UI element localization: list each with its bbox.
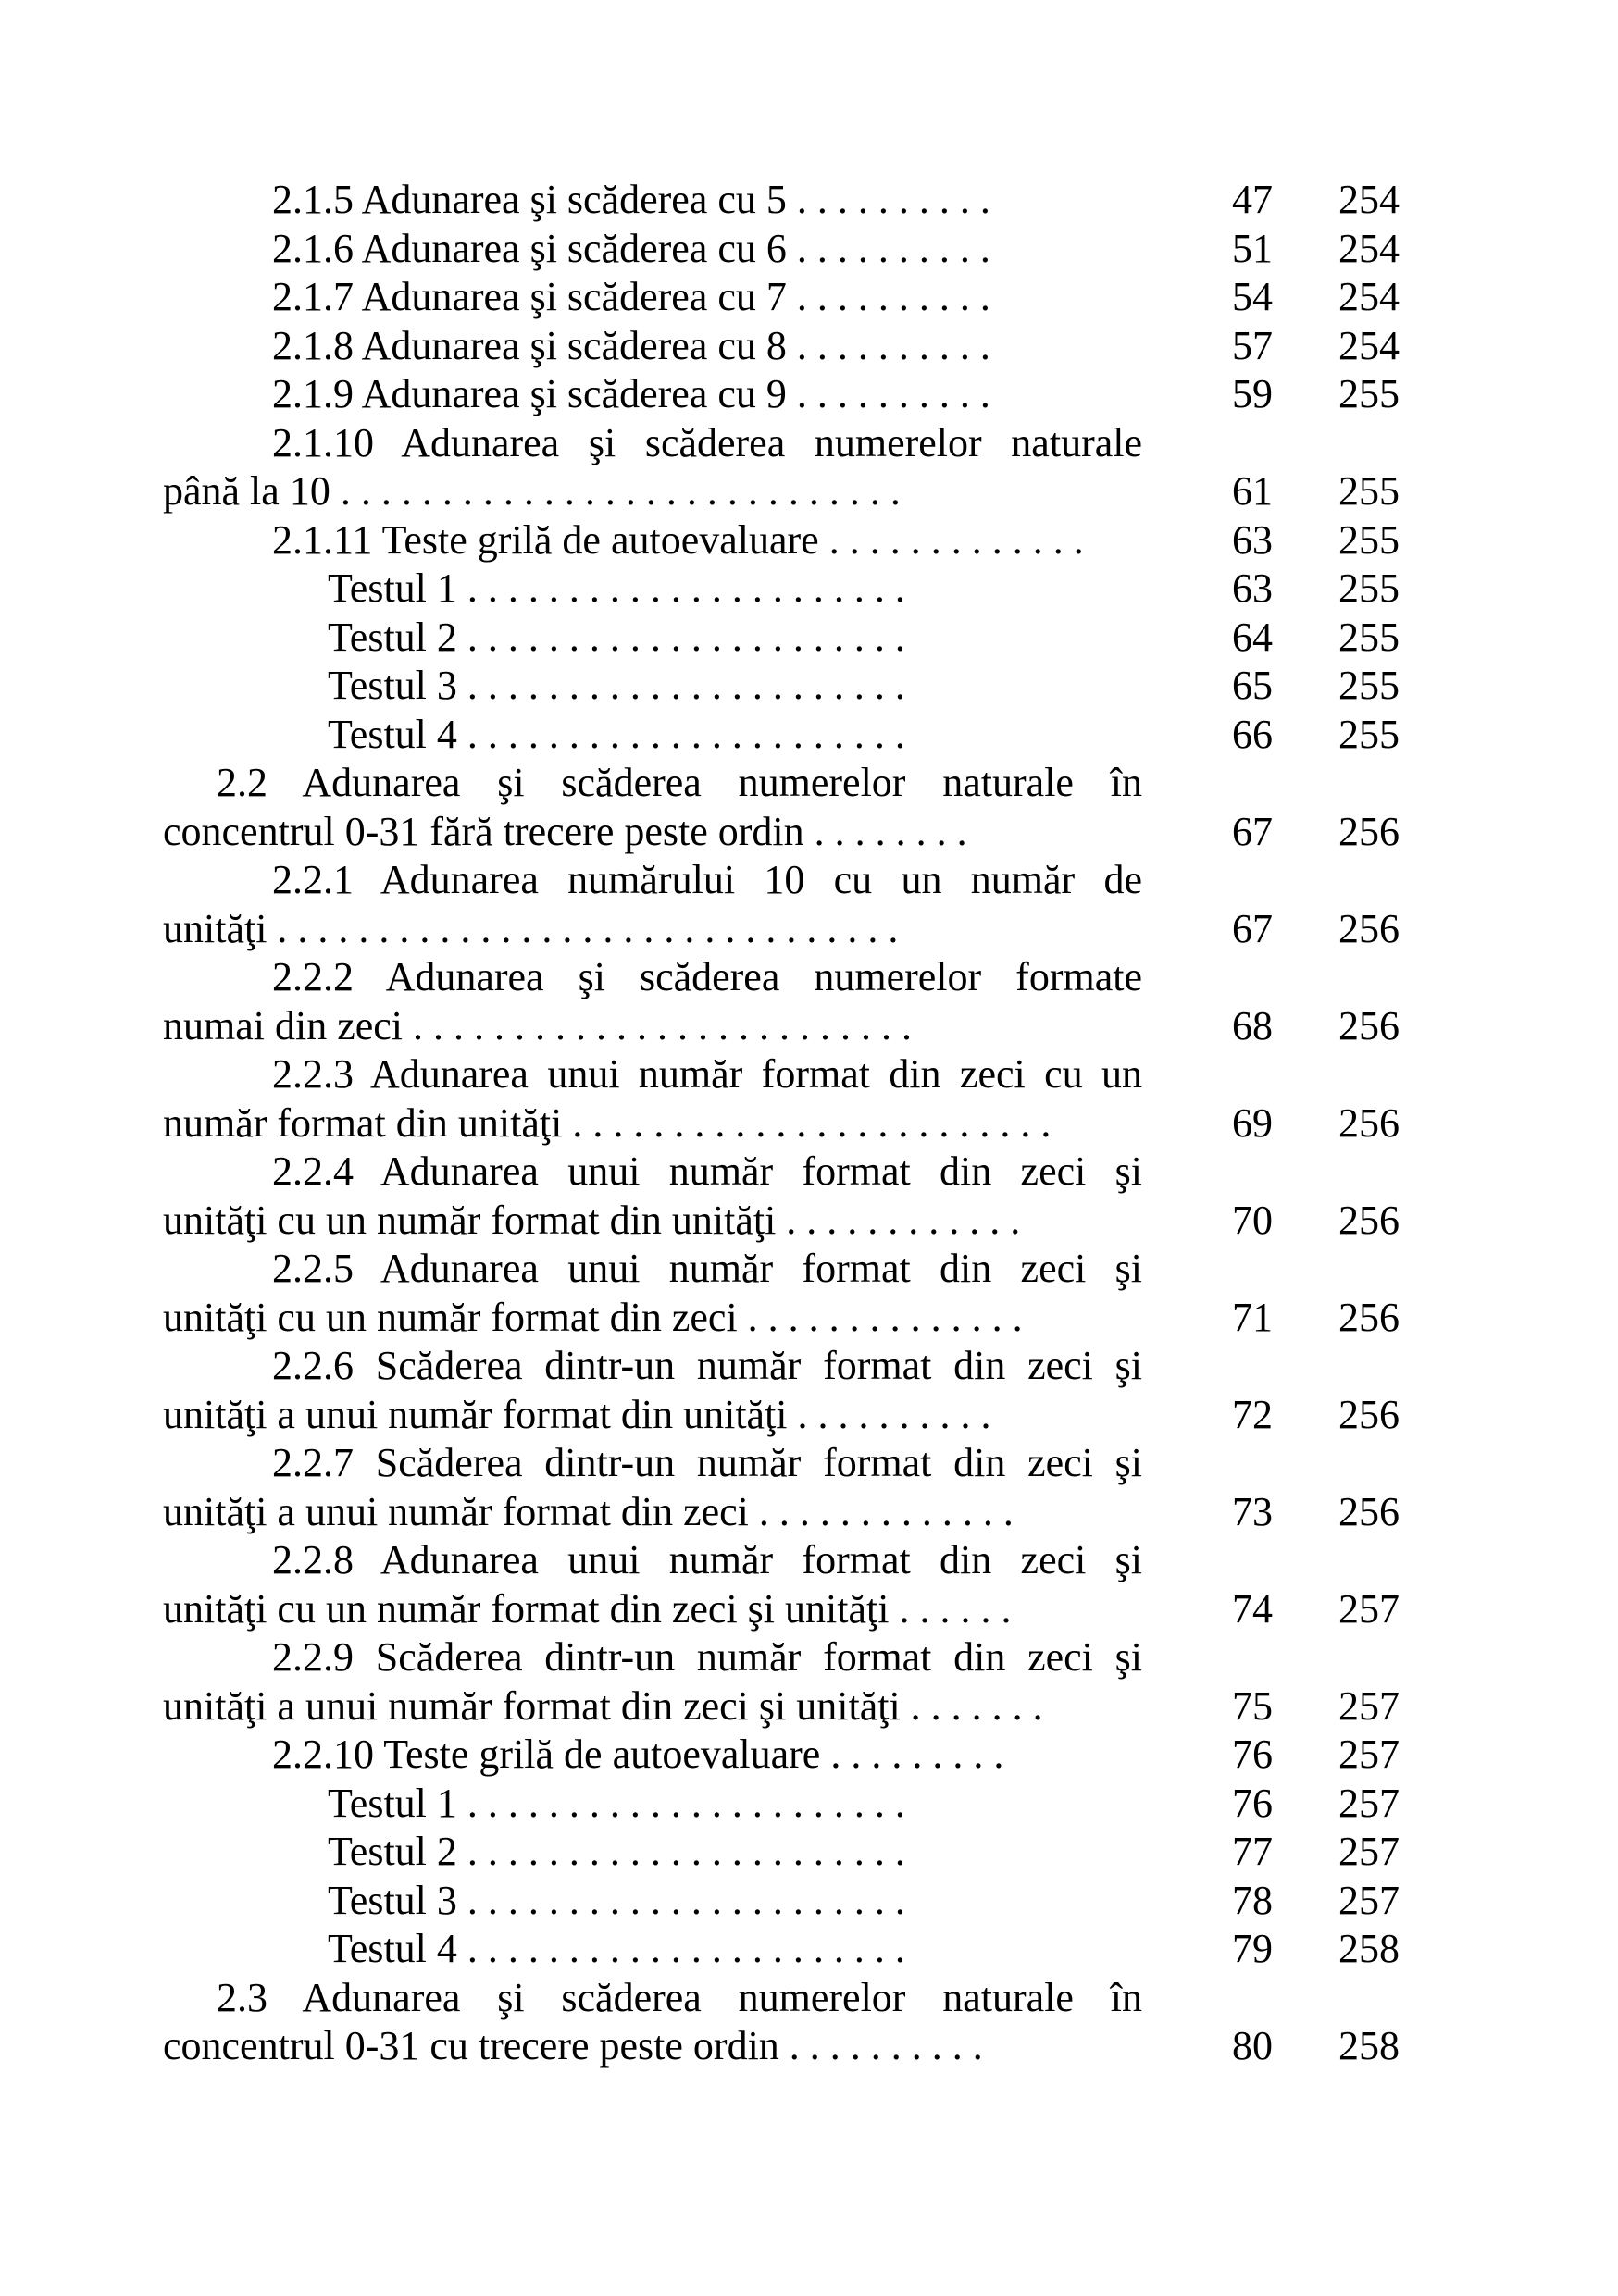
toc-entry-text: unităţi . . . . . . . . . . . . . . . . . . . . . . . . . . . . . . .: [163, 906, 899, 951]
toc-entry-text: 2.2.3 Adunarea unui număr format din zeci cu un: [272, 1051, 1142, 1097]
toc-entry-text: unităţi cu un număr format din zeci . . . . . . . . . . . . . .: [163, 1295, 1023, 1340]
answer-page-number: 256: [1338, 1100, 1400, 1146]
toc-entry-text: Testul 3 . . . . . . . . . . . . . . . . . . . . . .: [328, 663, 905, 708]
toc-entry-text: 2.2.2 Adunarea şi scăderea numerelor formate: [272, 954, 1142, 999]
answer-page-number: 257: [1338, 1829, 1400, 1874]
page-number: 51: [1232, 226, 1273, 271]
toc-entry-text: 2.1.11 Teste grilă de autoevaluare . . . . . . . . . . . . .: [272, 517, 1084, 563]
toc-entry-text: numai din zeci . . . . . . . . . . . . . . . . . . . . . . . . .: [163, 1003, 913, 1049]
toc-entry-text: unităţi a unui număr format din zeci . . . . . . . . . . . . .: [163, 1489, 1014, 1534]
toc-entry-text: concentrul 0-31 cu trecere peste ordin . . . . . . . . . .: [163, 2023, 983, 2068]
toc-entry-line: [163, 1828, 1400, 1876]
toc-entry-text: până la 10 . . . . . . . . . . . . . . . . . . . . . . . . . . . .: [163, 468, 901, 514]
answer-page-number: 256: [1338, 1198, 1400, 1243]
page-number: 72: [1232, 1392, 1273, 1437]
toc-entry-line: [163, 905, 1400, 953]
toc-entry-text: 2.2.1 Adunarea numărului 10 cu un număr de: [272, 857, 1142, 902]
toc-entry-text: 2.2.10 Teste grilă de autoevaluare . . . . . . . . .: [272, 1731, 1004, 1777]
answer-page-number: 254: [1338, 323, 1400, 368]
answer-page-number: 257: [1338, 1731, 1400, 1777]
toc-entry-line: [163, 856, 1394, 904]
toc-entry-line: [163, 808, 1400, 856]
toc-entry-line: [163, 1197, 1400, 1245]
page-number: 74: [1232, 1586, 1273, 1632]
answer-page-number: 256: [1338, 1295, 1400, 1340]
toc-entry-text: unităţi cu un număr format din unităţi . . . . . . . . . . . .: [163, 1198, 1021, 1243]
answer-page-number: 255: [1338, 517, 1400, 563]
toc-entry-text: concentrul 0-31 fără trecere peste ordin . . . . . . . .: [163, 809, 967, 854]
toc-entry-text: 2.1.6 Adunarea şi scăderea cu 6 . . . . . . . . . .: [272, 226, 990, 271]
answer-page-number: 258: [1338, 2023, 1400, 2068]
toc-entry-text: 2.1.7 Adunarea şi scăderea cu 7 . . . . . . . . . .: [272, 274, 990, 319]
toc-entry-text: 2.2.6 Scăderea dintr-un număr format din zeci şi: [272, 1343, 1142, 1388]
answer-page-number: 255: [1338, 614, 1400, 660]
toc-entry-line: [163, 2022, 1400, 2070]
toc-entry-text: 2.2 Adunarea şi scăderea numerelor naturale în: [217, 760, 1142, 805]
page-number: 77: [1232, 1829, 1273, 1874]
answer-page-number: 256: [1338, 1489, 1400, 1534]
toc-entry-line: [163, 565, 1400, 613]
toc-entry-text: 2.2.7 Scăderea dintr-un număr format din zeci şi: [272, 1440, 1142, 1485]
page-number: 54: [1232, 274, 1273, 319]
toc-entry-line: [163, 1050, 1394, 1098]
toc-entry-line: [163, 273, 1400, 321]
toc-entry-line: [163, 711, 1400, 759]
page-number: 63: [1232, 517, 1273, 563]
answer-page-number: 254: [1338, 177, 1400, 222]
toc-entry-line: [163, 953, 1394, 1001]
toc-entry-line: [163, 1002, 1400, 1050]
page-number: 47: [1232, 177, 1273, 222]
toc-entry-line: [163, 662, 1400, 710]
toc-entry-text: 2.1.5 Adunarea şi scăderea cu 5 . . . . . . . . . .: [272, 177, 990, 222]
answer-page-number: 256: [1338, 809, 1400, 854]
toc-entry-text: 2.2.8 Adunarea unui număr format din zeci şi: [272, 1537, 1142, 1582]
toc-entry-text: 2.3 Adunarea şi scăderea numerelor naturale în: [217, 1975, 1142, 2020]
toc-entry-text: Testul 3 . . . . . . . . . . . . . . . . . . . . . .: [328, 1878, 905, 1923]
page-number: 68: [1232, 1003, 1273, 1049]
answer-page-number: 255: [1338, 468, 1400, 514]
toc-entry-line: [163, 1099, 1400, 1148]
toc-entry-line: [163, 614, 1400, 662]
page-number: 65: [1232, 663, 1273, 708]
toc-entry-line: [163, 516, 1400, 565]
toc-entry-line: [163, 1682, 1400, 1731]
page-number: 67: [1232, 809, 1273, 854]
toc-entry-line: [163, 322, 1400, 370]
toc-entry-text: Testul 1 . . . . . . . . . . . . . . . . . . . . . .: [328, 1781, 905, 1826]
page-number: 76: [1232, 1781, 1273, 1826]
toc-entry-line: [163, 1780, 1400, 1828]
answer-page-number: 257: [1338, 1878, 1400, 1923]
toc-entry-text: unităţi cu un număr format din zeci şi unităţi . . . . . .: [163, 1586, 1012, 1632]
toc-entry-line: [163, 1731, 1400, 1779]
page-number: 79: [1232, 1926, 1273, 1971]
answer-page-number: 255: [1338, 663, 1400, 708]
answer-page-number: 256: [1338, 1003, 1400, 1049]
answer-page-number: 256: [1338, 906, 1400, 951]
toc-entry-line: [163, 1536, 1394, 1584]
page-number: 67: [1232, 906, 1273, 951]
page-number: 70: [1232, 1198, 1273, 1243]
toc-entry-text: Testul 2 . . . . . . . . . . . . . . . . . . . . . .: [328, 1829, 905, 1874]
toc-entry-line: [163, 1585, 1400, 1633]
answer-page-number: 257: [1338, 1586, 1400, 1632]
toc-entry-line: [163, 1294, 1400, 1342]
toc-entry-text: 2.1.10 Adunarea şi scăderea numerelor naturale: [272, 420, 1142, 465]
toc-entry-line: [163, 1925, 1400, 1973]
toc-entry-text: Testul 4 . . . . . . . . . . . . . . . . . . . . . .: [328, 1926, 905, 1971]
toc-entry-line: [163, 1342, 1394, 1390]
page-number: 63: [1232, 565, 1273, 611]
toc-entry-line: [163, 1391, 1400, 1439]
toc-entry-text: număr format din unităţi . . . . . . . . . . . . . . . . . . . . . . . .: [163, 1100, 1052, 1146]
page-number: 61: [1232, 468, 1273, 514]
page-number: 80: [1232, 2023, 1273, 2068]
page-number: 78: [1232, 1878, 1273, 1923]
toc-entry-line: [163, 370, 1400, 418]
toc-entry-line: [163, 1245, 1394, 1293]
toc-entry-line: [163, 225, 1400, 273]
page-number: 71: [1232, 1295, 1273, 1340]
toc-entry-text: Testul 1 . . . . . . . . . . . . . . . . . . . . . .: [328, 565, 905, 611]
page-number: 59: [1232, 371, 1273, 416]
toc-entry-text: 2.1.9 Adunarea şi scăderea cu 9 . . . . . . . . . .: [272, 371, 990, 416]
toc-entry-line: [163, 1148, 1394, 1196]
toc-entry-text: 2.2.5 Adunarea unui număr format din zeci şi: [272, 1246, 1142, 1291]
toc-entry-text: Testul 4 . . . . . . . . . . . . . . . . . . . . . .: [328, 712, 905, 757]
page-number: 66: [1232, 712, 1273, 757]
answer-page-number: 255: [1338, 712, 1400, 757]
toc-entry-line: [163, 1488, 1400, 1536]
toc-entry-line: [163, 1974, 1394, 2022]
answer-page-number: 255: [1338, 371, 1400, 416]
page-number: 69: [1232, 1100, 1273, 1146]
toc-entry-line: [163, 419, 1394, 467]
answer-page-number: 254: [1338, 274, 1400, 319]
page-number: 64: [1232, 614, 1273, 660]
toc-entry-text: 2.2.9 Scăderea dintr-un număr format din zeci şi: [272, 1634, 1142, 1680]
page-number: 73: [1232, 1489, 1273, 1534]
toc-entry-text: 2.2.4 Adunarea unui număr format din zeci şi: [272, 1148, 1142, 1194]
toc-entry-line: [163, 1439, 1394, 1487]
answer-page-number: 257: [1338, 1781, 1400, 1826]
toc-entry-text: Testul 2 . . . . . . . . . . . . . . . . . . . . . .: [328, 614, 905, 660]
answer-page-number: 254: [1338, 226, 1400, 271]
page-number: 57: [1232, 323, 1273, 368]
toc-entry-line: [163, 1877, 1400, 1925]
answer-page-number: 258: [1338, 1926, 1400, 1971]
page-number: 75: [1232, 1683, 1273, 1729]
answer-page-number: 256: [1338, 1392, 1400, 1437]
toc-entry-line: [163, 1633, 1394, 1682]
toc-entry-line: [163, 176, 1400, 224]
toc-entry-line: [163, 759, 1394, 807]
toc-entry-text: unităţi a unui număr format din zeci şi unităţi . . . . . . .: [163, 1683, 1043, 1729]
page-number: 76: [1232, 1731, 1273, 1777]
toc-entry-line: [163, 467, 1400, 515]
toc-entry-text: unităţi a unui număr format din unităţi . . . . . . . . . .: [163, 1392, 991, 1437]
answer-page-number: 255: [1338, 565, 1400, 611]
toc-entry-text: 2.1.8 Adunarea şi scăderea cu 8 . . . . . . . . . .: [272, 323, 990, 368]
answer-page-number: 257: [1338, 1683, 1400, 1729]
